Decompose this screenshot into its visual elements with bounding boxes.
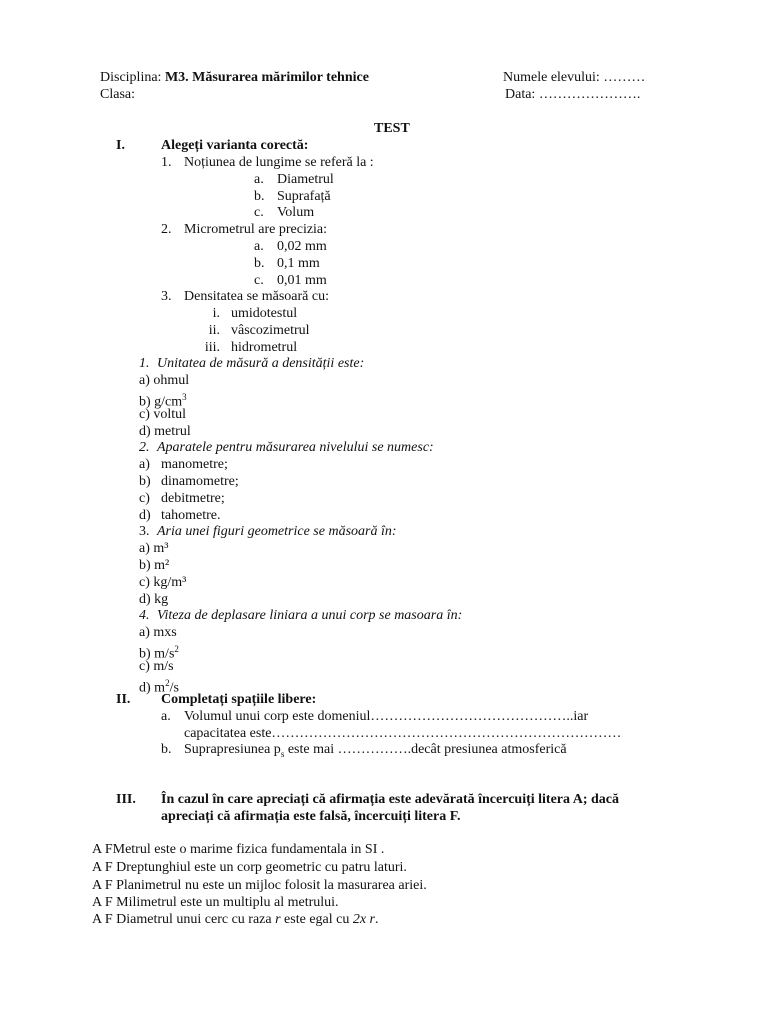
q7-text: Viteza de deplasare liniara a unui corp se masoara în: [157, 608, 463, 623]
discipline-line [100, 69, 369, 86]
q6-option: b) m² [139, 558, 170, 573]
q5-text: Aparatele pentru măsurarea nivelului se numesc: [157, 440, 434, 455]
q3-option: vâscozimetrul [231, 323, 310, 338]
q5-option-marker: b) [139, 474, 151, 489]
section2-heading: Completați spațiile libere: [161, 692, 317, 707]
section2-a-line2: capacitatea este………………………………………………………………… [184, 726, 622, 741]
q2-option-marker: a. [254, 239, 264, 254]
q1-option-marker: a. [254, 172, 264, 187]
q7-option-text: d) m [139, 680, 166, 696]
q4-option: c) voltul [139, 407, 187, 422]
section3-heading-line1: În cazul în care apreciați că afirmația este adevărată încercuiți litera A; dacă [161, 792, 620, 807]
q5-option: tahometre. [161, 508, 221, 523]
q2-option-marker: c. [254, 273, 264, 288]
class-label: Clasa: [100, 87, 135, 102]
q4-text: Unitatea de măsură a densității este: [157, 356, 365, 371]
statement-last-end: . [375, 912, 379, 927]
q3-option-marker: iii. [204, 340, 220, 355]
q3-option: hidrometrul [231, 340, 298, 355]
discipline-value: M3. Măsurarea mărimilor tehnice [164, 70, 369, 85]
q5-number: 2. [139, 440, 150, 455]
section1-heading: Alegeți varianta corectă: [161, 138, 309, 153]
date-label: Data: [505, 87, 536, 102]
q5-option: dinamometre; [161, 474, 239, 489]
q3-option: umidotestul [231, 306, 298, 321]
q2-option-marker: b. [254, 256, 265, 271]
q5-option-marker: c) [139, 491, 150, 506]
statement-last-pre: A F Diametrul unui cerc cu raza [92, 912, 276, 927]
statement-last-expr: 2x r [352, 912, 376, 927]
q4-number: 1. [139, 356, 150, 371]
q7-option: a) mxs [139, 625, 177, 640]
section2-b-marker: b. [161, 742, 172, 757]
q1-option-marker: b. [254, 189, 265, 204]
q4-option-sup: 3 [182, 392, 187, 402]
section2-number: II. [116, 692, 131, 707]
student-label: Numele elevului: [503, 70, 600, 85]
q3-option-marker: i. [212, 306, 220, 321]
test-title: TEST [374, 121, 410, 136]
q4-option: a) ohmul [139, 373, 190, 388]
statement: A FMetrul este o marime fizica fundamentala in SI . [92, 842, 385, 857]
statement: A F Dreptunghiul este un corp geometric cu patru laturi. [92, 860, 407, 875]
q6-text: Aria unei figuri geometrice se măsoară în: [157, 524, 397, 539]
q4-option: d) metrul [139, 424, 191, 439]
q3-number: 3. [161, 289, 172, 304]
q4-option-text: b) g/cm [139, 394, 183, 410]
q6-option: d) kg [139, 592, 169, 607]
q7-option-sup: 2 [174, 644, 179, 654]
q3-option-marker: ii. [208, 323, 220, 338]
section2-b-text [184, 741, 567, 763]
q6-number: 3. [139, 524, 150, 539]
q2-option: 0,02 mm [277, 239, 327, 254]
section3-heading-line2: apreciați că afirmația este falsă, încercuiți litera F. [161, 809, 461, 824]
discipline-label: Disciplina: [100, 70, 162, 85]
q1-option: Suprafață [277, 189, 331, 204]
q6-option: a) m³ [139, 541, 169, 556]
date-line [505, 86, 640, 103]
q2-number: 2. [161, 222, 172, 237]
q2-text: Micrometrul are precizia: [184, 222, 328, 237]
q5-option: debitmetre; [161, 491, 225, 506]
q3-text: Densitatea se măsoară cu: [184, 289, 329, 304]
q5-option: manometre; [161, 457, 228, 472]
section1-number: I. [116, 138, 125, 153]
student-name-line [503, 69, 645, 86]
q2-option: 0,01 mm [277, 273, 327, 288]
statement: A F Milimetrul este un multiplu al metrului. [92, 895, 339, 910]
q7-option-suffix: /s [169, 680, 179, 696]
q1-option: Volum [277, 205, 315, 220]
q6-option: c) kg/m³ [139, 575, 187, 590]
q5-option-marker: a) [139, 457, 150, 472]
q5-option-marker: d) [139, 508, 151, 523]
statement [92, 911, 379, 928]
section2-b-post: este mai …………….decât presiunea atmosferică [284, 742, 567, 757]
student-dots: ……… [603, 70, 646, 85]
q7-number: 4. [139, 608, 150, 623]
q7-option: c) m/s [139, 659, 174, 674]
section2-a-marker: a. [161, 709, 171, 724]
q7-option-text: b) m/s [139, 646, 175, 662]
q2-option: 0,1 mm [277, 256, 320, 271]
q1-number: 1. [161, 155, 172, 170]
section2-b-pre: Suprapresiunea p [184, 742, 281, 757]
section2-a-line1: Volumul unui corp este domeniul……………………………………..iar [184, 709, 589, 724]
statement-last-mid: este egal cu [280, 912, 353, 927]
section3-number: III. [116, 792, 136, 807]
q7-option-sup: 2 [165, 678, 170, 688]
date-dots: …………………. [538, 87, 641, 102]
q1-option: Diametrul [277, 172, 334, 187]
section2-b-sub: s [280, 748, 285, 759]
q1-text: Noțiunea de lungime se referă la : [184, 155, 374, 170]
q1-option-marker: c. [254, 205, 264, 220]
statement: A F Planimetrul nu este un mijloc folosit la masurarea ariei. [92, 878, 427, 893]
statement-last-r: r [275, 912, 281, 927]
